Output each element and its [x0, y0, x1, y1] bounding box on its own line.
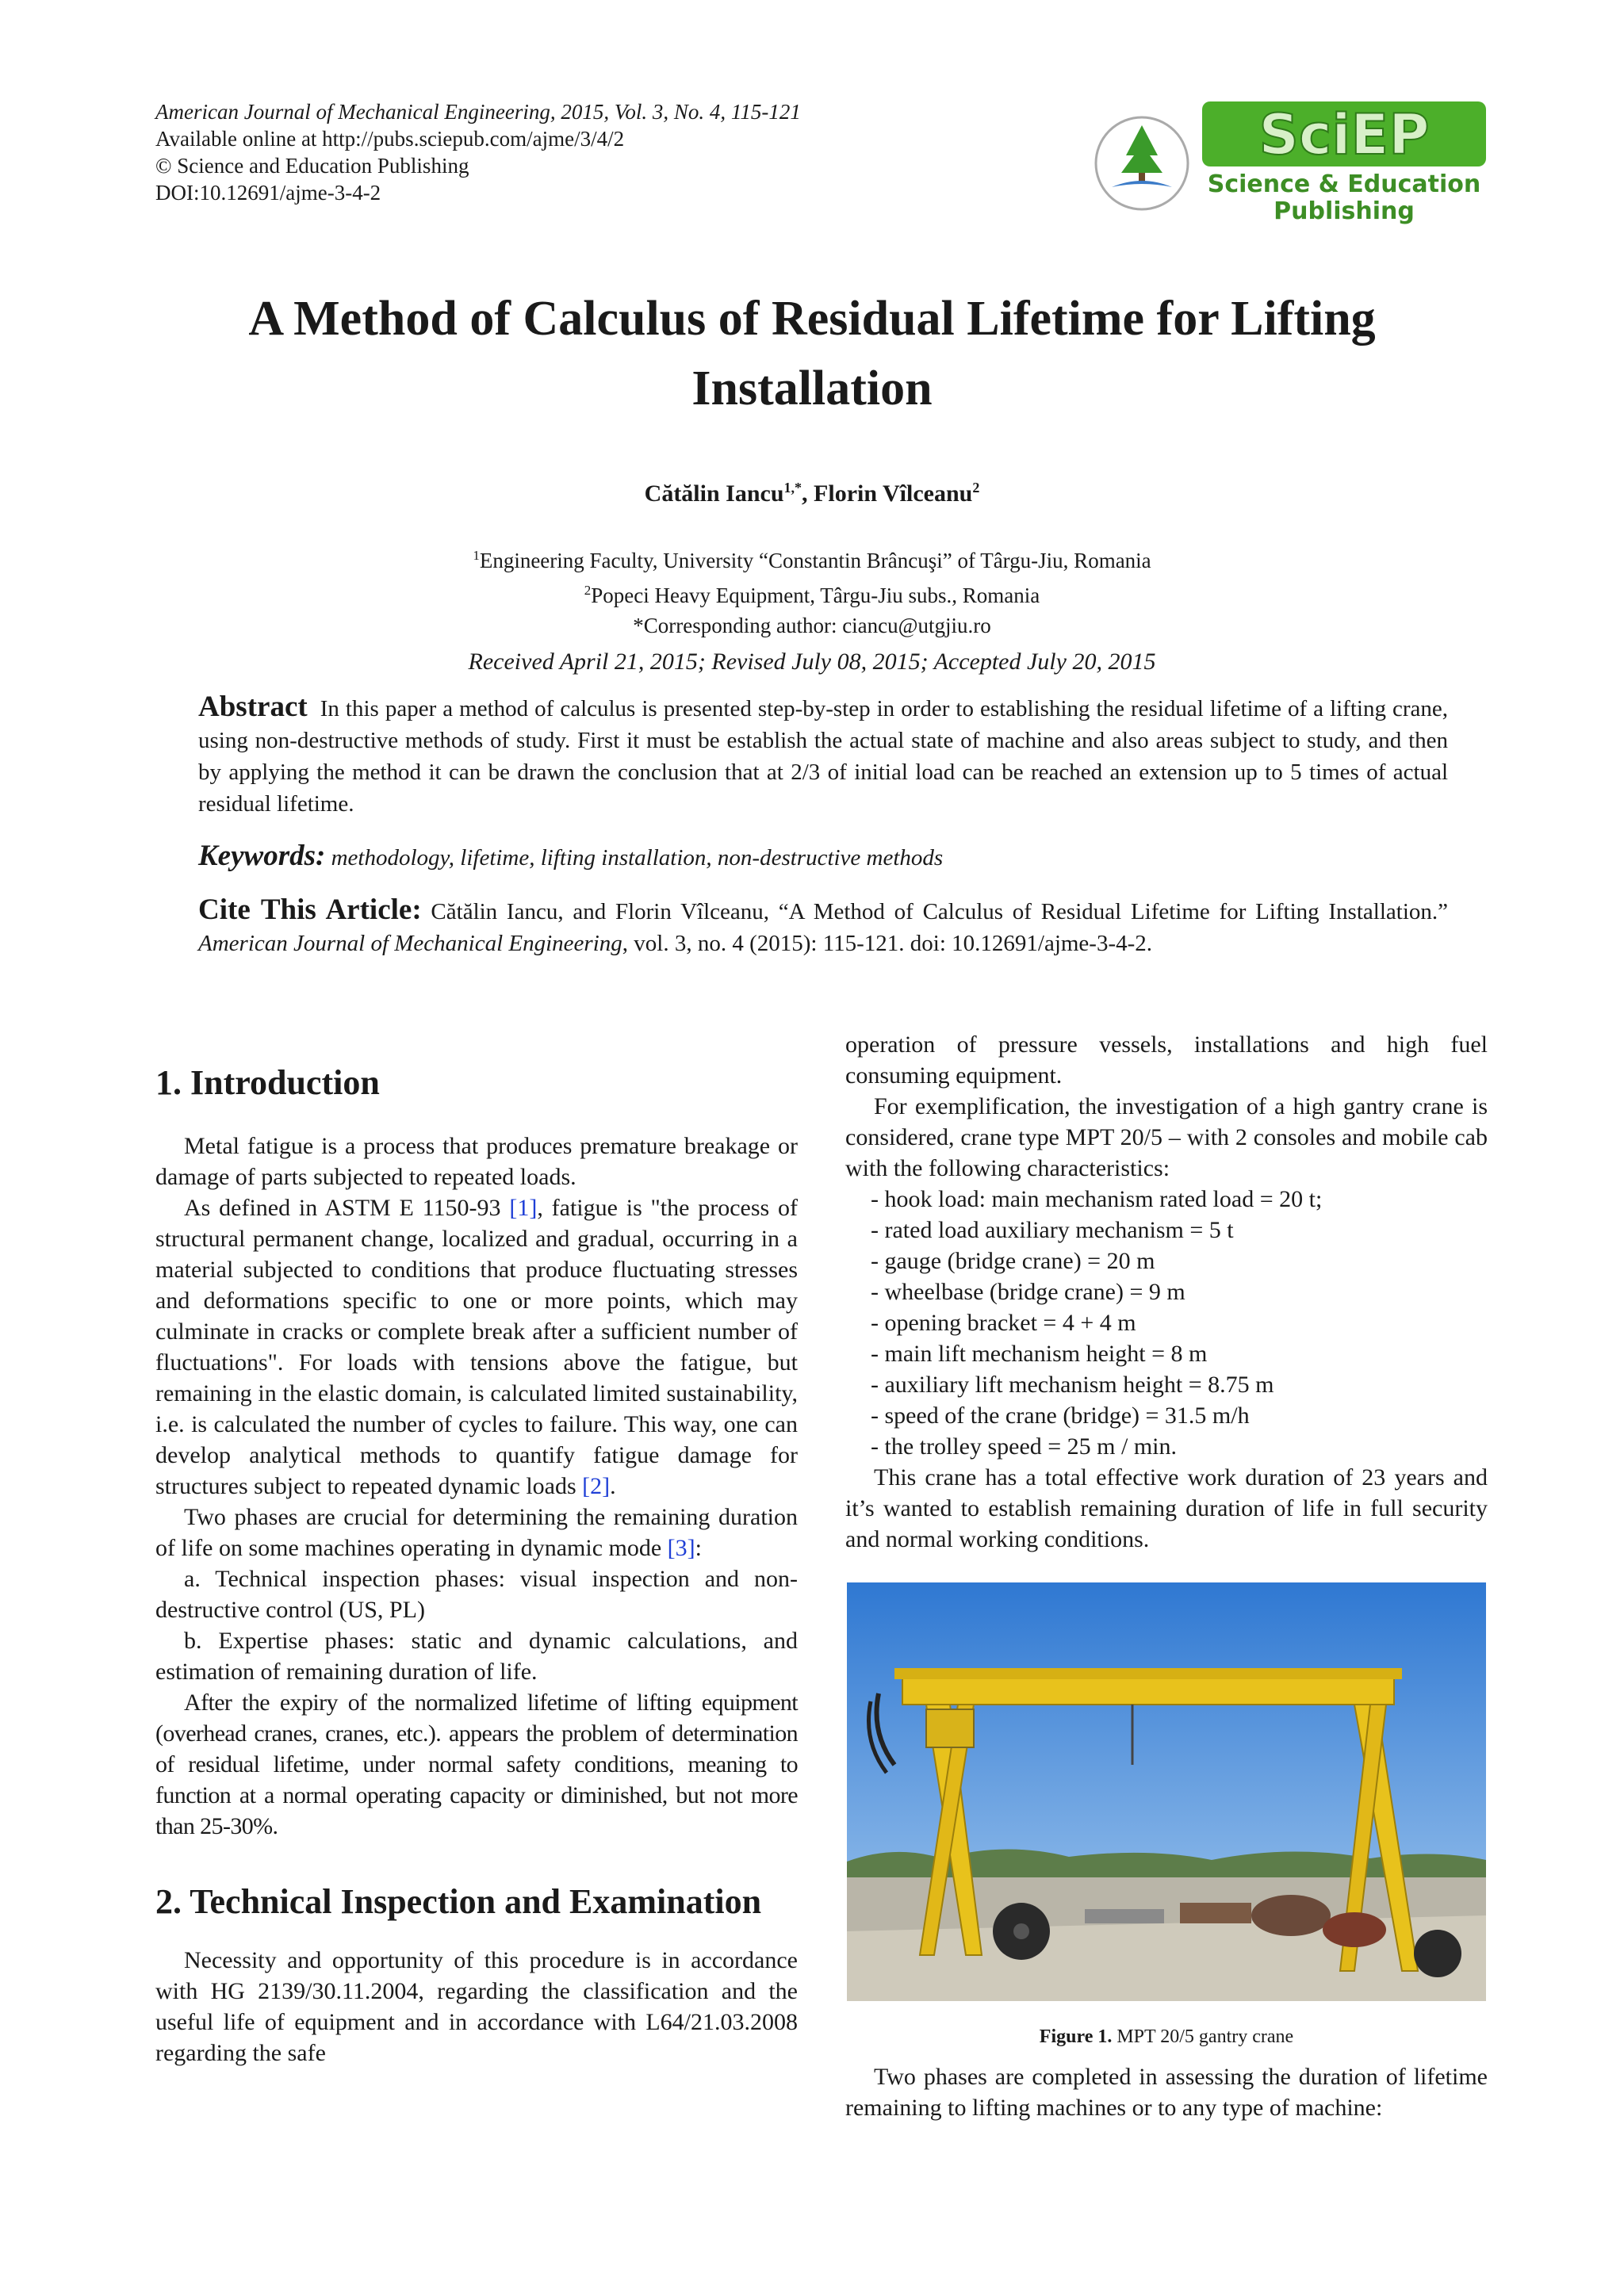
submission-dates: Received April 21, 2015; Revised July 08, 2015; Accepted July 20, 2015: [468, 649, 1156, 675]
section-heading-technical-inspection: 2. Technical Inspection and Examination: [155, 1882, 762, 1921]
keywords: [198, 840, 1448, 874]
list-item: - rated load auxiliary mechanism = 5 t: [871, 1217, 1234, 1243]
list-item: - the trolley speed = 25 m / min.: [871, 1433, 1178, 1460]
citation-link[interactable]: [2]: [582, 1473, 611, 1499]
svg-text:Publishing: Publishing: [1274, 197, 1415, 225]
corresponding-author: *Corresponding author: ciancu@utgjiu.ro: [633, 614, 991, 637]
figure-caption: Figure 1. MPT 20/5 gantry crane: [1039, 2026, 1294, 2047]
paper-title: A Method of Calculus of Residual Lifetime for Lifting Installation: [248, 292, 1376, 415]
section-heading-introduction: 1. Introduction: [155, 1063, 380, 1102]
available-line[interactable]: Available online at http://pubs.sciepub.com/ajme/3/4/2: [155, 127, 625, 151]
keywords-text: methodology, lifetime, lifting installation, non-destructive methods: [331, 845, 944, 871]
paragraph: Two phases are completed in assessing the duration of lifetime remaining to lifting machines or to any type of machine:: [845, 2064, 1488, 2121]
list-item: - gauge (bridge crane) = 20 m: [871, 1248, 1155, 1274]
affiliation-2: $^2$Popeci Heavy Equipment, Târgu-Jiu subs., Romania: [584, 583, 1040, 607]
figure-gantry-crane-photo: [847, 1582, 1486, 2001]
cite-label: Cite This Article:: [198, 894, 422, 926]
publisher-line: © Science and Education Publishing: [155, 154, 469, 178]
affiliation-1: $^1$Engineering Faculty, University “Constantin Brâncuşi” of Târgu-Jiu, Romania: [473, 548, 1151, 572]
paragraph: Metal fatigue is a process that produces premature breakage or damage of parts subjected to repeated loads.: [155, 1133, 798, 1190]
cite-journal: American Journal of Mechanical Engineering: [198, 931, 622, 956]
journal-line: American Journal of Mechanical Engineering, 2015, Vol. 3, No. 4, 115-121: [155, 100, 801, 124]
paragraph: This crane has a total effective work duration of 23 years and it’s wanted to establish remaining duration of life in full security and normal working conditions.: [845, 1464, 1488, 1552]
abstract-text: In this paper a method of calculus is presented step-by-step in order to establishing the residual lifetime of a lifting crane, using non-destructive methods of study. First it must be establish the actual state of machine and also areas subject to study, and then by applying the method it can be drawn the conclusion that at 2/3 of initial load can be reached an extension up to 5 times of actual residual lifetime.: [198, 696, 1449, 817]
paragraph: operation of pressure vessels, installations and high fuel consuming equipment.: [845, 1031, 1488, 1089]
keywords-label: Keywords:: [198, 840, 326, 872]
author-1: Cătălin Iancu: [644, 480, 784, 507]
paragraph: After the expiry of the normalized lifetime of lifting equipment (overhead cranes, cranes, etc.). appears the problem of determination of residual lifetime, under normal safety conditions, meaning to function at a normal operating capacity or diminished, but not more than 25-30%.: [155, 1689, 798, 1839]
list-item: - auxiliary lift mechanism height = 8.75 m: [871, 1372, 1274, 1398]
list-item: - hook load: main mechanism rated load = 20 t;: [871, 1186, 1323, 1212]
paragraph: a. Technical inspection phases: visual inspection and non-destructive control (US, PL): [155, 1566, 798, 1623]
cite-this-article: Cite This Article: Cătălin Iancu, and Florin Vîlceanu, “A Method of Calculus of Residual Lifetime for Lifting Installation.” American Journal of Mechanical Engineering, vol. 3, no. 4 (2015): 115-121. doi: 10.12691/ajme-3-4-2.: [198, 894, 1448, 956]
abstract: [198, 691, 1448, 820]
paragraph: Two phases are crucial for determining the remaining duration of life on some machines operating in dynamic mode [3]:: [155, 1504, 798, 1561]
right-column-bottom: [845, 2061, 1488, 2123]
author-2: Florin Vîlceanu: [814, 480, 973, 507]
right-column: [845, 1029, 1488, 1555]
list-item: - opening bracket = 4 + 4 m: [871, 1310, 1136, 1336]
citation-link[interactable]: [3]: [667, 1535, 695, 1561]
journal-header: [155, 98, 948, 206]
abstract-label: Abstract: [198, 691, 308, 723]
doi-line[interactable]: DOI:10.12691/ajme-3-4-2: [155, 181, 381, 205]
paragraph: Necessity and opportunity of this procedure is in accordance with HG 2139/30.11.2004, regarding the classification and the useful life of equipment and in accordance with L64/21.03.2008 regarding the safe: [155, 1947, 798, 2066]
list-item: - main lift mechanism height = 8 m: [871, 1341, 1208, 1367]
sciep-logo: [1094, 94, 1491, 228]
list-item: - wheelbase (bridge crane) = 9 m: [871, 1279, 1185, 1305]
paragraph: As defined in ASTM E 1150-93 [1], fatigue is "the process of structural permanent change, localized and gradual, occurring in a material subjected to conditions that produce fluctuating stresses and deformations specific to one or more points, which may culminate in cracks or complete break after a sufficient number of fluctuations". For loads with tensions above the fatigue, but remaining in the elastic domain, is calculated limited sustainability, i.e. is calculated the number of cycles to failure. This way, one can develop analytical methods to quantify fatigue damage for structures subject to repeated dynamic loads [2].: [155, 1195, 799, 1499]
crane-characteristics-list: [845, 1184, 1488, 1462]
list-item: - speed of the crane (bridge) = 31.5 m/h: [871, 1402, 1250, 1429]
citation-link[interactable]: [1]: [509, 1195, 538, 1221]
author-list: Cătălin Iancu$^{1,*}$, Florin Vîlceanu$^2$: [644, 480, 980, 507]
paragraph: b. Expertise phases: static and dynamic calculations, and estimation of remaining duration of life.: [155, 1628, 798, 1685]
paragraph: For exemplification, the investigation of a high gantry crane is considered, crane type MPT 20/5 – with 2 consoles and mobile cab with the following characteristics:: [845, 1093, 1488, 1181]
svg-text:SciEP: SciEP: [1258, 102, 1430, 167]
left-column: [155, 1062, 798, 2068]
svg-text:Science & Education: Science & Education: [1207, 170, 1481, 198]
affiliations: [143, 541, 1481, 641]
